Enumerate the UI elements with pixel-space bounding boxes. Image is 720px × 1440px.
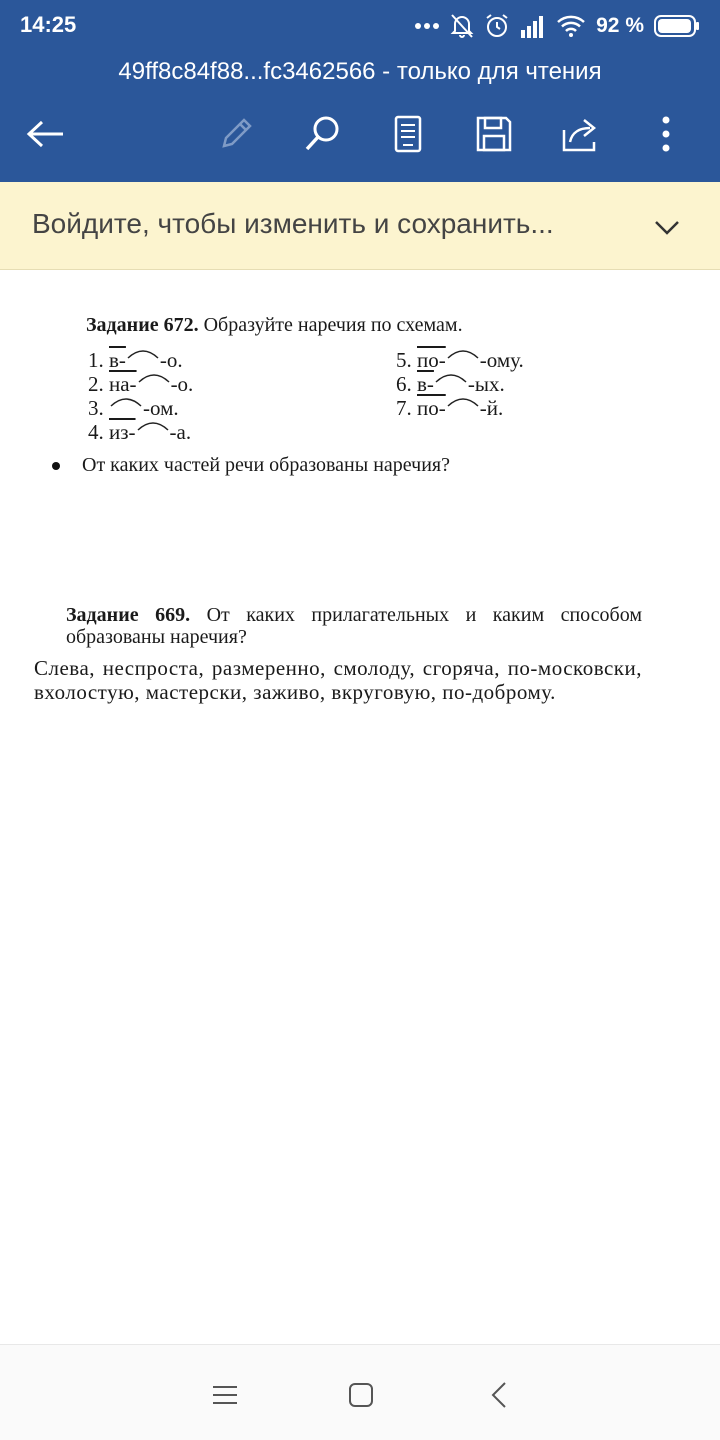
task-672-instruction: Образуйте наречия по схемам.	[203, 314, 463, 336]
scheme-item: 5. по- -ому.	[396, 348, 524, 372]
home-square-icon	[348, 1382, 374, 1408]
task-669-heading: Задание 669.	[66, 604, 191, 626]
system-back-button[interactable]	[479, 1375, 519, 1415]
reading-view-icon	[393, 114, 423, 154]
sign-in-banner[interactable]	[0, 182, 720, 270]
task-672-heading: Задание 672.	[86, 314, 199, 336]
share-button[interactable]	[550, 104, 610, 164]
document-title: 49ff8c84f88...fc3462566 - только для чтения	[118, 58, 602, 85]
task-672-heading-line	[86, 314, 463, 337]
document-page[interactable]	[0, 270, 720, 1344]
back-arrow-icon	[26, 119, 66, 149]
system-nav-bar	[0, 1344, 720, 1440]
chevron-down-icon[interactable]	[650, 210, 684, 244]
save-button[interactable]	[464, 104, 524, 164]
search-button[interactable]	[292, 104, 352, 164]
scheme-item: 4. из- -а.	[88, 420, 192, 444]
scheme-item: 6. в- -ых.	[396, 372, 505, 396]
root-arc-icon	[446, 346, 480, 360]
scheme-item: 7. по- -й.	[396, 396, 504, 420]
signal-icon	[520, 14, 546, 38]
bell-off-icon	[450, 13, 474, 39]
search-icon	[302, 114, 342, 154]
scheme-item: 2. на- -о.	[88, 372, 194, 396]
more-dots-icon	[414, 22, 440, 30]
share-icon	[560, 114, 600, 154]
scheme-item: 3. -ом.	[88, 396, 179, 420]
battery-icon	[654, 15, 700, 37]
task-669-heading-line	[66, 604, 642, 648]
root-arc-icon	[136, 418, 170, 432]
back-triangle-icon	[491, 1381, 507, 1409]
reading-view-button[interactable]	[378, 104, 438, 164]
menu-lines-icon	[212, 1384, 238, 1406]
recent-apps-button[interactable]	[205, 1375, 245, 1415]
task-669-instruction: От каких прилагательных и каким способом образованы наречия?	[66, 604, 642, 648]
root-arc-icon	[109, 394, 143, 408]
status-time: 14:25	[20, 12, 77, 37]
more-vertical-icon	[661, 116, 671, 152]
bullet-icon	[52, 462, 60, 470]
root-arc-icon	[446, 394, 480, 408]
task-672-question: От каких частей речи образованы наречия?	[52, 454, 450, 477]
save-icon	[474, 114, 514, 154]
app-bar	[0, 52, 720, 182]
more-options-button[interactable]	[636, 104, 696, 164]
banner-text: Войдите, чтобы изменить и сохранить...	[32, 208, 554, 239]
root-arc-icon	[434, 370, 468, 384]
wifi-icon	[556, 14, 586, 38]
edit-button[interactable]	[206, 104, 266, 164]
status-bar	[0, 0, 720, 52]
home-button[interactable]	[341, 1375, 381, 1415]
scheme-item: 1. в- -о.	[88, 348, 183, 372]
back-button[interactable]	[16, 104, 76, 164]
alarm-icon	[484, 13, 510, 39]
battery-percent: 92 %	[596, 14, 644, 37]
root-arc-icon	[126, 346, 160, 360]
task-669-body: Слева, неспроста, размеренно, смолоду, сгоряча, по-московски, вхолостую, мастерски, заживо, вкруговую, по-доброму.	[34, 656, 642, 704]
root-arc-icon	[137, 370, 171, 384]
status-icons	[414, 10, 700, 42]
pencil-icon	[216, 114, 256, 154]
